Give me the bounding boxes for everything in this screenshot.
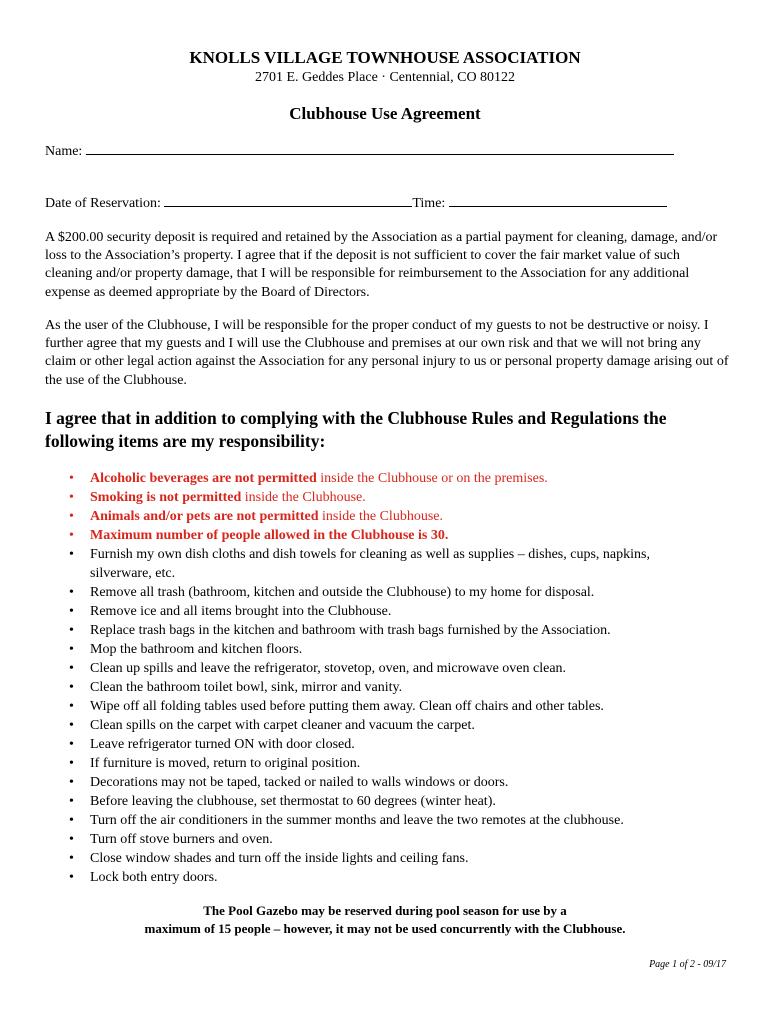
list-item: • Close window shades and turn off the inside lights and ceiling fans. [90,849,710,868]
list-item: • If furniture is moved, return to original position. [90,754,710,773]
organization-address: 2701 E. Geddes Place · Centennial, CO 80122 [254,70,516,85]
list-item: • Mop the bathroom and kitchen floors. [90,640,710,659]
gazebo-note-line-1: The Pool Gazebo may be reserved during pool season for use by a [203,903,567,918]
list-item: • Clean spills on the carpet with carpet cleaner and vacuum the carpet. [90,716,710,735]
time-label: Time: [412,196,446,211]
name-field [45,140,674,161]
responsibility-heading: I agree that in addition to complying with the Clubhouse Rules and Regulations the following items are my responsibility: [45,408,667,451]
list-item: • Remove ice and all items brought into the Clubhouse. [90,602,710,621]
rules-list [90,469,730,545]
deposit-paragraph: A $200.00 security deposit is required and retained by the Association as a partial payment for cleaning, damage, and/or loss to the Association’s property. I agree that if the deposit is not sufficient to cover the fair market value of such cleaning and/or property damage, that I will be responsible for reimbursement to the Association for any additional expense as deemed appropriate by the Board of Directors. [45,230,718,300]
list-item: • Furnish my own dish cloths and dish towels for cleaning as well as supplies – dishes, cups, napkins, silverware, etc. [90,545,710,583]
date-blank[interactable] [164,192,412,207]
list-item: • Before leaving the clubhouse, set thermostat to 60 degrees (winter heat). [90,792,710,811]
date-label: Date of Reservation: [45,196,161,211]
responsibilities-list [90,545,710,887]
page-footer: Page 1 of 2 - 09/17 [649,959,726,970]
list-item: • Decorations may not be taped, tacked or nailed to walls windows or doors. [90,773,710,792]
list-item: • Remove all trash (bathroom, kitchen and outside the Clubhouse) to my home for disposal. [90,583,710,602]
rule-item: • Animals and/or pets are not permitted inside the Clubhouse. [90,507,730,526]
list-item: • Leave refrigerator turned ON with door closed. [90,735,710,754]
conduct-paragraph: As the user of the Clubhouse, I will be responsible for the proper conduct of my guests to not be destructive or noisy. I further agree that my guests and I will use the Clubhouse and premises at our own risk and that we will not bring any claim or other legal action against the Association for any personal injury to us or personal property damage arising out of the use of the Clubhouse. [45,318,729,388]
organization-name: KNOLLS VILLAGE TOWNHOUSE ASSOCIATION [189,48,581,67]
name-label: Name: [45,144,83,159]
time-blank[interactable] [449,192,667,207]
name-blank[interactable] [86,140,674,155]
rule-item: • Maximum number of people allowed in the Clubhouse is 30. [90,526,730,545]
document-title: Clubhouse Use Agreement [289,104,481,123]
list-item: • Turn off the air conditioners in the summer months and leave the two remotes at the clubhouse. [90,811,710,830]
list-item: • Clean the bathroom toilet bowl, sink, mirror and vanity. [90,678,710,697]
rule-item: • Smoking is not permitted inside the Clubhouse. [90,488,730,507]
list-item: • Clean up spills and leave the refrigerator, stovetop, oven, and microwave oven clean. [90,659,710,678]
rule-item: • Alcoholic beverages are not permitted inside the Clubhouse or on the premises. [90,469,730,488]
gazebo-note-line-2: maximum of 15 people – however, it may not be used concurrently with the Clubhouse. [144,921,626,936]
reservation-fields [45,192,667,213]
list-item: • Wipe off all folding tables used before putting them away. Clean off chairs and other tables. [90,697,710,716]
list-item: • Turn off stove burners and oven. [90,830,710,849]
list-item: • Replace trash bags in the kitchen and bathroom with trash bags furnished by the Association. [90,621,710,640]
list-item: • Lock both entry doors. [90,868,710,887]
